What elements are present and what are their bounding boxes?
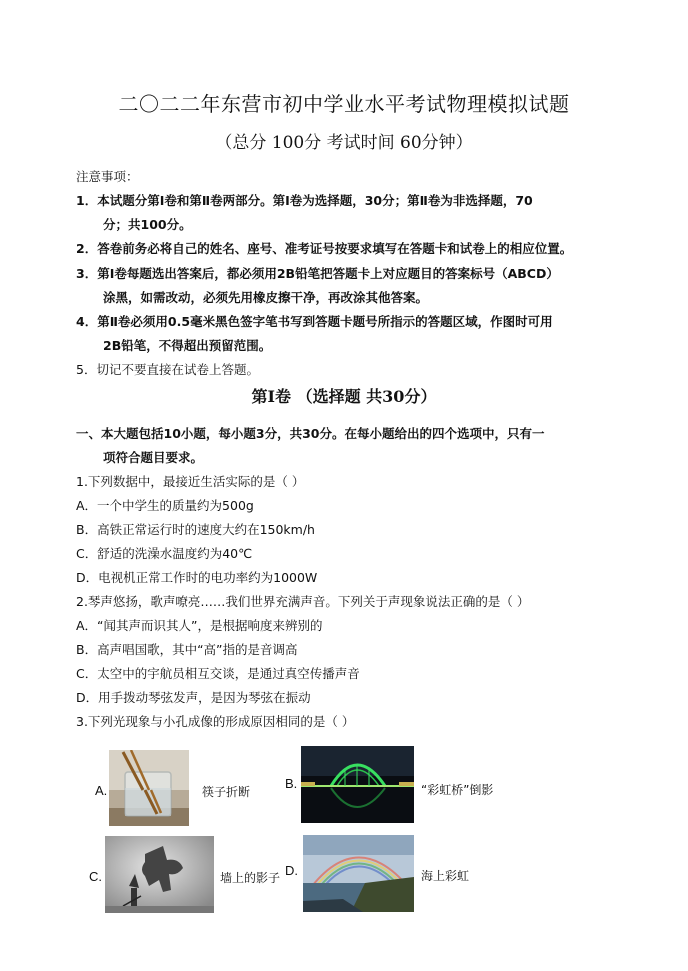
option-c-caption: 墙上的影子 [220,871,281,885]
question-1-option: B．高铁正常运行时的速度大约在150km/h [76,522,315,537]
notice-item: 涂黑，如需改动，必须先用橡皮擦干净，再改涂其他答案。 [103,290,429,305]
question-2-stem: 2.琴声悠扬，歌声嘹亮……我们世界充满声音。下列关于声现象说法正确的是（ ） [76,594,530,609]
option-b-letter: B. [285,776,298,791]
option-d-caption: 海上彩虹 [421,869,470,883]
question-1-option: D．电视机正常工作时的电功率约为1000W [76,570,318,585]
question-2-option: D．用手拨动琴弦发声，是因为琴弦在振动 [76,690,311,705]
question-3-stem: 3.下列光现象与小孔成像的形成原因相同的是（ ） [76,714,355,729]
instruction-line: 一、本大题包括10小题，每小题3分，共30分。在每小题给出的四个选项中，只有一 [76,426,545,441]
notice-item: 4．第Ⅱ卷必须用0.5毫米黑色签字笔书写到答题卡题号所指示的答题区域，作图时可用 [76,314,553,329]
question-2-option: B．高声唱国歌，其中“高”指的是音调高 [76,642,298,657]
question-1-stem: 1.下列数据中，最接近生活实际的是（ ） [76,474,305,489]
option-c-letter: C. [89,869,102,884]
exam-title: 二〇二二年东营市初中学业水平考试物理模拟试题 [118,92,570,116]
chopsticks-in-water-image [109,750,189,826]
section-title: 第Ⅰ卷 （选择题 共30分） [251,387,437,406]
notice-item: 5．切记不要直接在试卷上答题。 [76,362,259,377]
instruction-line: 项符合题目要求。 [103,450,204,465]
sea-rainbow-image [303,835,414,912]
option-b-caption: “彩虹桥”倒影 [421,783,494,797]
rainbow-bridge-image [301,746,414,823]
wall-shadow-image [105,836,214,913]
exam-subtitle: （总分 100分 考试时间 60分钟） [215,133,473,153]
notice-item: 2B铅笔，不得超出预留范围。 [103,338,272,353]
notice-item: 1．本试题分第Ⅰ卷和第Ⅱ卷两部分。第Ⅰ卷为选择题，30分；第Ⅱ卷为非选择题，70 [76,193,533,208]
option-d-letter: D. [285,863,298,878]
question-1-option: C．舒适的洗澡水温度约为40℃ [76,546,253,561]
notice-item: 3．第Ⅰ卷每题选出答案后，都必须用2B铅笔把答题卡上对应题目的答案标号（ABCD） [76,266,559,281]
notice-heading: 注意事项： [76,169,139,184]
notice-item: 分；共100分。 [103,217,192,232]
question-2-option: A．“闻其声而识其人”，是根据响度来辨别的 [76,618,323,633]
question-2-option: C．太空中的宇航员相互交谈，是通过真空传播声音 [76,666,360,681]
option-a-letter: A. [95,783,108,798]
option-a-caption: 筷子折断 [202,785,251,799]
question-1-option: A．一个中学生的质量约为500g [76,498,254,513]
notice-item: 2．答卷前务必将自己的姓名、座号、准考证号按要求填写在答题卡和试卷上的相应位置。 [76,241,573,256]
